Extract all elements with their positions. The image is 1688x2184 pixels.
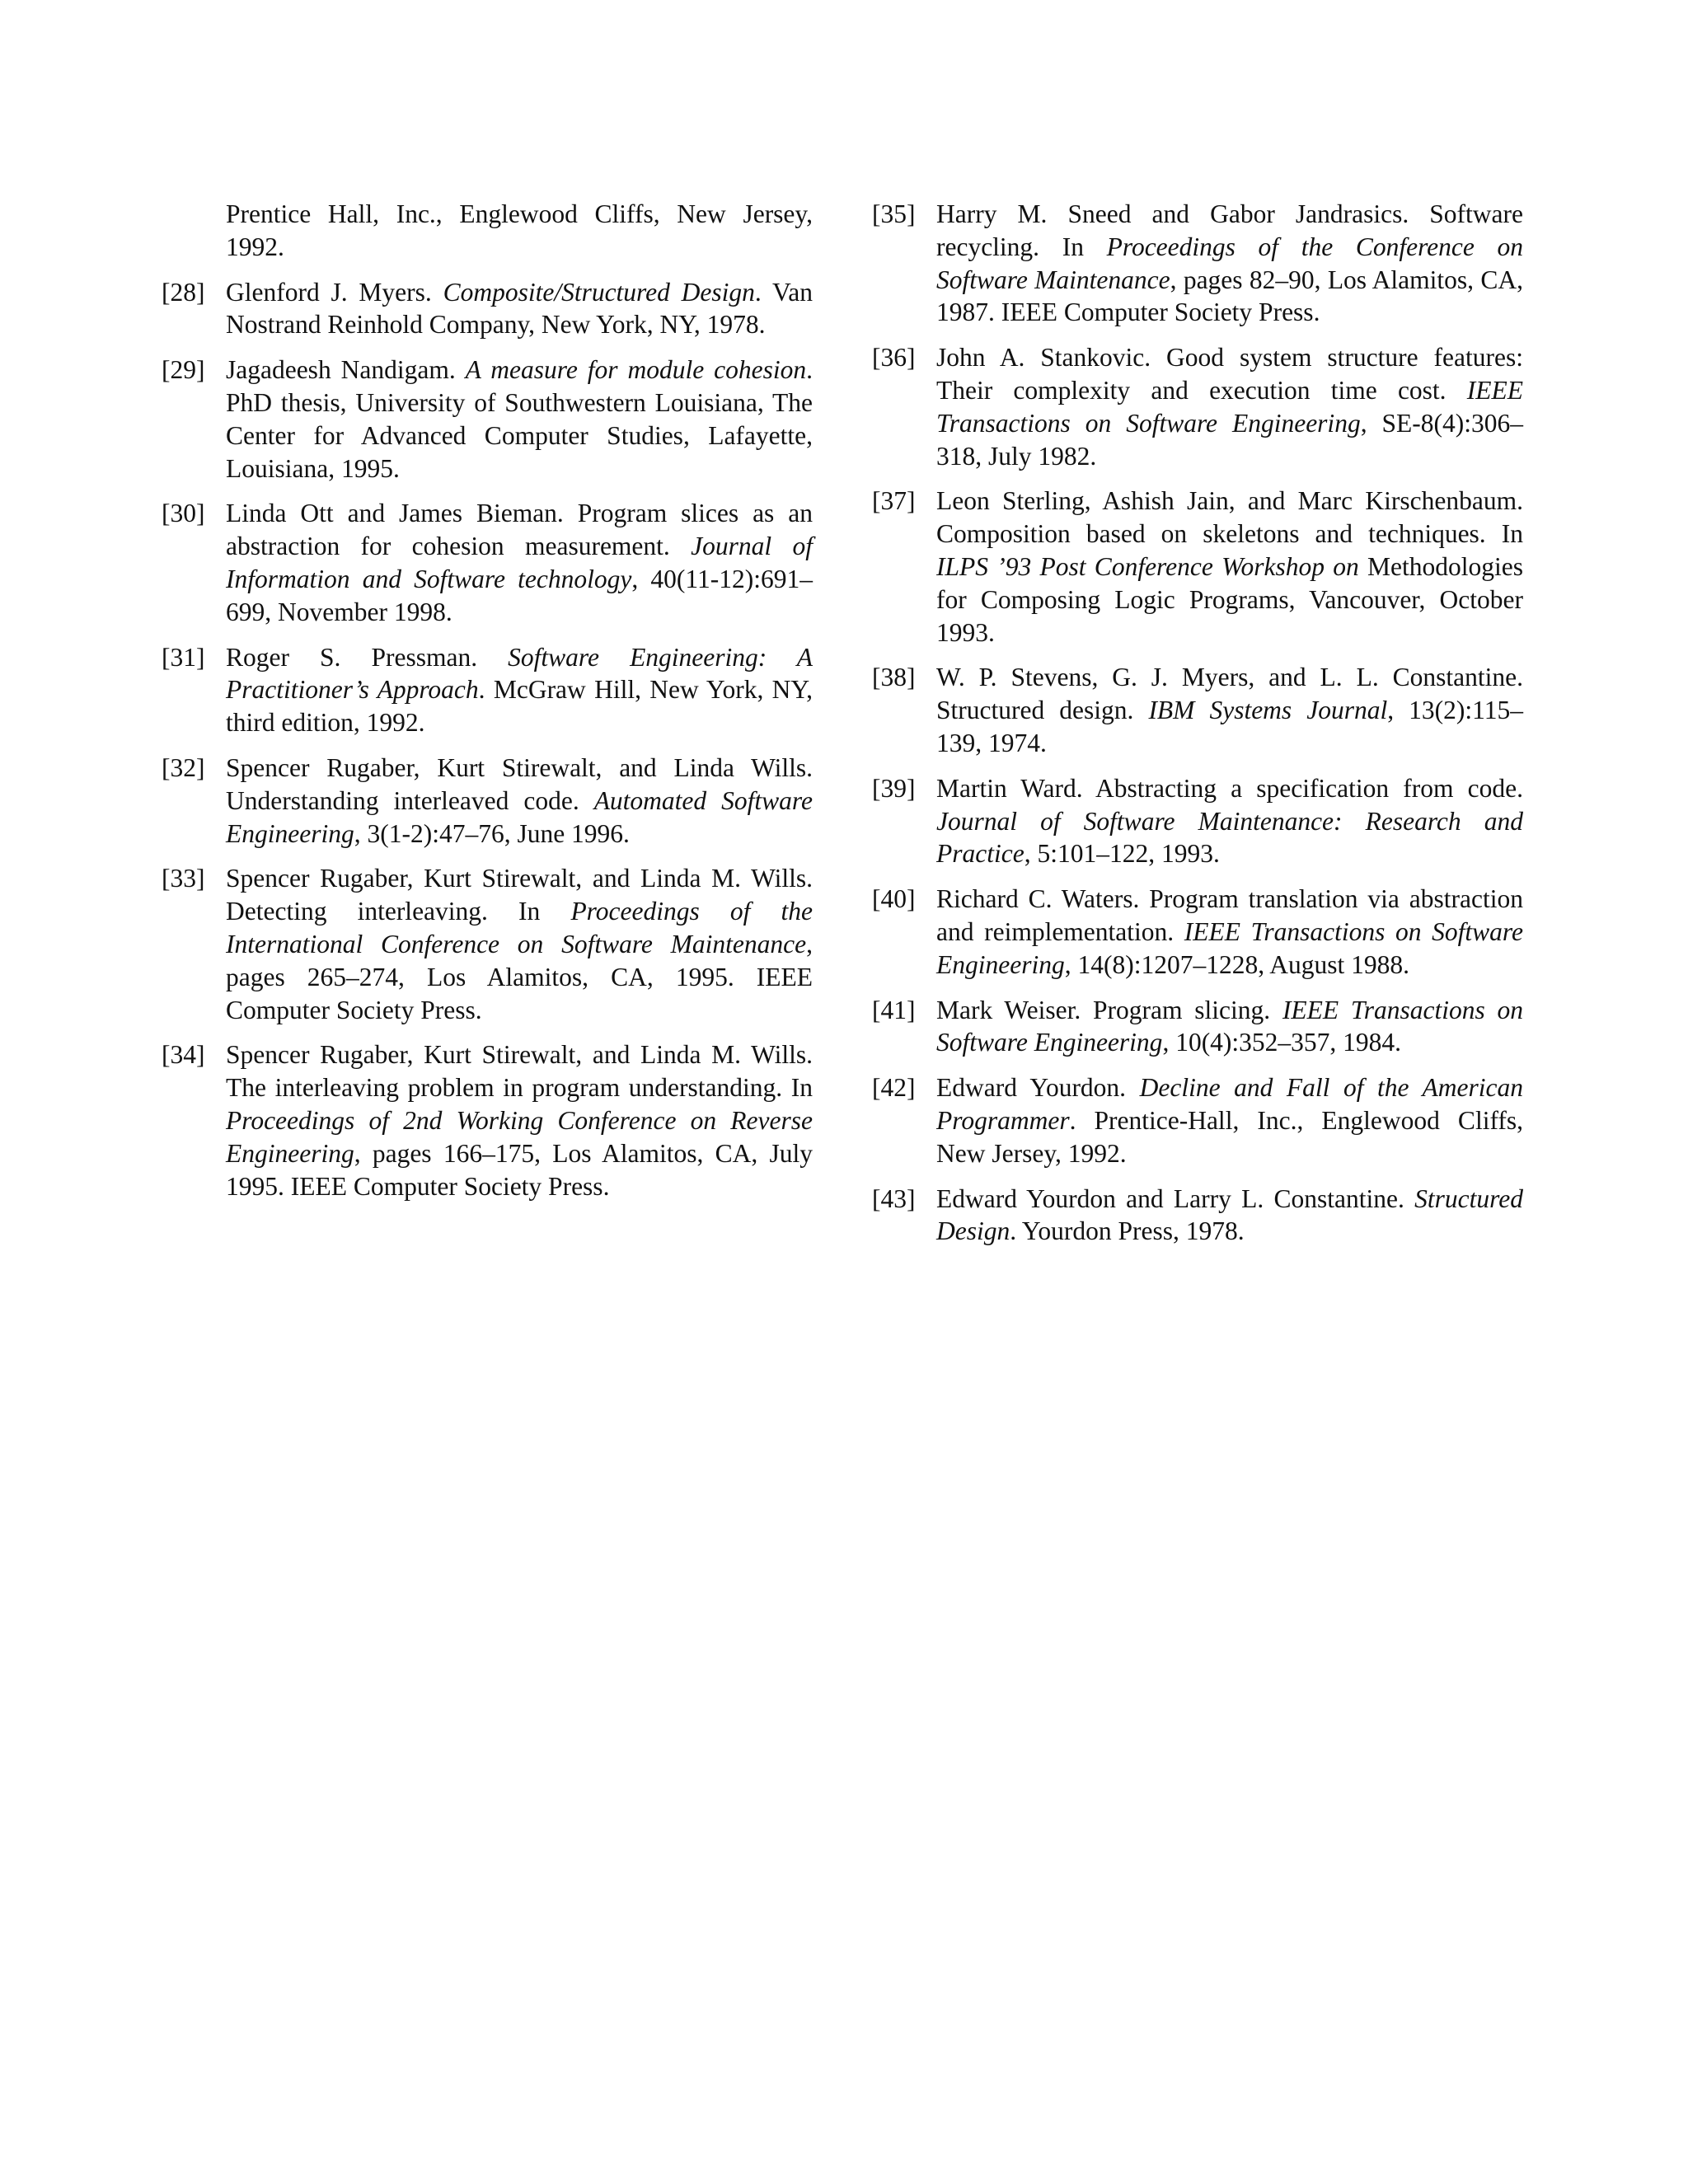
reference-text (936, 1183, 1523, 1249)
reference-text-segment: , 10(4):352–357, 1984. (1162, 1028, 1402, 1057)
reference-title-italic: A measure for module cohesion (465, 355, 807, 385)
reference-item (162, 497, 813, 628)
reference-text (226, 862, 813, 1026)
reference-text (936, 661, 1523, 759)
reference-text-segment: Spencer Rugaber, Kurt Stirewalt, and Linda Wills. Understanding interleaved code. (226, 752, 813, 815)
reference-item (162, 641, 813, 739)
reference-title-italic: IEEE Transactions on Software Engineering (936, 995, 1523, 1057)
reference-number: [39] (872, 773, 916, 803)
reference-item (872, 198, 1523, 329)
reference-text (936, 1071, 1523, 1169)
reference-text (936, 485, 1523, 649)
reference-number: [37] (872, 486, 916, 516)
reference-number: [40] (872, 884, 916, 914)
reference-title-italic: Structured Design (936, 1183, 1523, 1246)
reference-item (872, 883, 1523, 981)
reference-text-segment: Spencer Rugaber, Kurt Stirewalt, and Linda M. Wills. The interleaving problem in program understanding. In (226, 1040, 813, 1103)
reference-number: [30] (162, 499, 205, 528)
reference-text-segment: Glenford J. Myers. (226, 277, 443, 307)
reference-title-italic: Proceedings of the Conference on Software Maintenance (936, 232, 1523, 294)
reference-list-left (162, 276, 813, 1203)
reference-text (226, 497, 813, 628)
reference-item (872, 485, 1523, 649)
reference-title-italic: IEEE Transactions on Software Engineering (936, 375, 1523, 438)
reference-item (162, 752, 813, 850)
reference-text-segment: , pages 265–274, Los Alamitos, CA, 1995. IEEE Computer Society Press. (226, 929, 813, 1024)
reference-title-italic: Journal of Software Maintenance: Research and Practice (936, 806, 1523, 869)
reference-title-italic: Automated Software Engineering (226, 785, 813, 848)
reference-text-segment: . McGraw Hill, New York, NY, third edition, 1992. (226, 675, 813, 738)
reference-title-italic: Composite/Structured Design (443, 277, 755, 307)
reference-number: [42] (872, 1073, 916, 1103)
reference-title-italic: ILPS ’93 Post Conference Workshop on (936, 551, 1359, 581)
reference-text (226, 276, 813, 342)
reference-item (872, 994, 1523, 1060)
reference-item (162, 1038, 813, 1202)
reference-continuation: Prentice Hall, Inc., Englewood Cliffs, New Jersey, 1992. (226, 199, 813, 261)
reference-number: [29] (162, 355, 205, 385)
reference-title-italic: Software Engineering: A Practitioner’s Approach (226, 642, 813, 705)
reference-item (162, 354, 813, 485)
reference-text-segment: . Van Nostrand Reinhold Company, New York, NY, 1978. (226, 277, 813, 340)
reference-text-segment: , 40(11-12):691–699, November 1998. (226, 564, 813, 626)
reference-number: [33] (162, 864, 205, 893)
reference-text-segment: , 3(1-2):47–76, June 1996. (354, 818, 630, 848)
reference-number: [28] (162, 277, 205, 307)
reference-text-segment: . Yourdon Press, 1978. (1010, 1216, 1245, 1246)
reference-number: [36] (872, 343, 916, 373)
reference-text-segment: W. P. Stevens, G. J. Myers, and L. L. Constantine. Structured design. (936, 663, 1523, 725)
reference-text-segment: , pages 82–90, Los Alamitos, CA, 1987. IEEE Computer Society Press. (936, 265, 1523, 327)
reference-text-segment: Roger S. Pressman. (226, 642, 509, 672)
reference-text-segment: . PhD thesis, University of Southwestern Louisiana, The Center for Advanced Computer Studies, Lafayette, Louisiana, 1995. (226, 355, 814, 483)
reference-text-segment: John A. Stankovic. Good system structure features: Their complexity and execution time cost. (936, 343, 1523, 405)
reference-text-segment: , SE-8(4):306–318, July 1982. (936, 408, 1524, 471)
reference-text (936, 198, 1523, 329)
reference-title-italic: IEEE Transactions on Software Engineering (936, 916, 1523, 979)
reference-title-italic: Decline and Fall of the American Programmer (936, 1073, 1523, 1135)
reference-item (872, 661, 1523, 759)
reference-text-segment: Edward Yourdon and Larry L. Constantine. (936, 1183, 1415, 1213)
reference-number: [35] (872, 199, 916, 228)
reference-number: [31] (162, 642, 205, 672)
reference-text-segment: . Prentice-Hall, Inc., Englewood Cliffs, New Jersey, 1992. (936, 1105, 1523, 1168)
reference-text-segment: Richard C. Waters. Program translation via abstraction and reimplementation. (936, 884, 1523, 946)
reference-text (226, 752, 813, 850)
reference-text (226, 641, 813, 739)
reference-text (936, 994, 1523, 1060)
reference-text-segment: , 13(2):115–139, 1974. (936, 696, 1523, 757)
reference-number: [38] (872, 663, 916, 692)
reference-item (872, 772, 1523, 870)
reference-text (226, 1038, 813, 1202)
reference-text-segment: , pages 166–175, Los Alamitos, CA, July 1995. IEEE Computer Society Press. (226, 1138, 813, 1201)
reference-number: [34] (162, 1040, 205, 1070)
reference-title-italic: Journal of Information and Software technology (226, 532, 813, 593)
reference-title-italic: Proceedings of 2nd Working Conference on Reverse Engineering (226, 1105, 813, 1168)
reference-item (162, 276, 813, 342)
reference-text-segment: Jagadeesh Nandigam. (226, 355, 466, 385)
references-left-column (162, 198, 813, 1215)
reference-text-segment: Linda Ott and James Bieman. Program slices as an abstraction for cohesion measurement. (226, 499, 813, 561)
reference-number: [32] (162, 752, 205, 782)
reference-title-italic: IBM Systems Journal (1148, 696, 1388, 725)
reference-item (162, 862, 813, 1026)
reference-text-segment: Spencer Rugaber, Kurt Stirewalt, and Linda M. Wills. Detecting interleaving. In (226, 864, 813, 926)
reference-text (226, 354, 813, 485)
reference-item (872, 1183, 1523, 1249)
reference-text-segment: Mark Weiser. Program slicing. (936, 995, 1282, 1024)
reference-text-segment: Methodologies for Composing Logic Programs, Vancouver, October 1993. (936, 551, 1523, 647)
reference-text-segment: , 14(8):1207–1228, August 1988. (1064, 949, 1409, 979)
reference-text-segment: Leon Sterling, Ashish Jain, and Marc Kirschenbaum. Composition based on skeletons and techniques. In (936, 486, 1523, 549)
reference-number: [41] (872, 995, 916, 1024)
reference-text-segment: Martin Ward. Abstracting a specification from code. (936, 773, 1523, 803)
reference-item (872, 341, 1523, 472)
references-right-column (872, 198, 1523, 1260)
reference-text (936, 883, 1523, 981)
reference-item (872, 1071, 1523, 1169)
reference-title-italic: Proceedings of the International Conference on Software Maintenance (226, 897, 813, 958)
reference-text-segment: , 5:101–122, 1993. (1024, 839, 1220, 869)
reference-number: [43] (872, 1183, 916, 1213)
reference-text-segment: Edward Yourdon. (936, 1073, 1140, 1103)
reference-text-segment: Harry M. Sneed and Gabor Jandrasics. Software recycling. In (936, 199, 1523, 261)
reference-text (936, 772, 1523, 870)
reference-text (936, 341, 1523, 472)
reference-list-right (872, 198, 1523, 1248)
